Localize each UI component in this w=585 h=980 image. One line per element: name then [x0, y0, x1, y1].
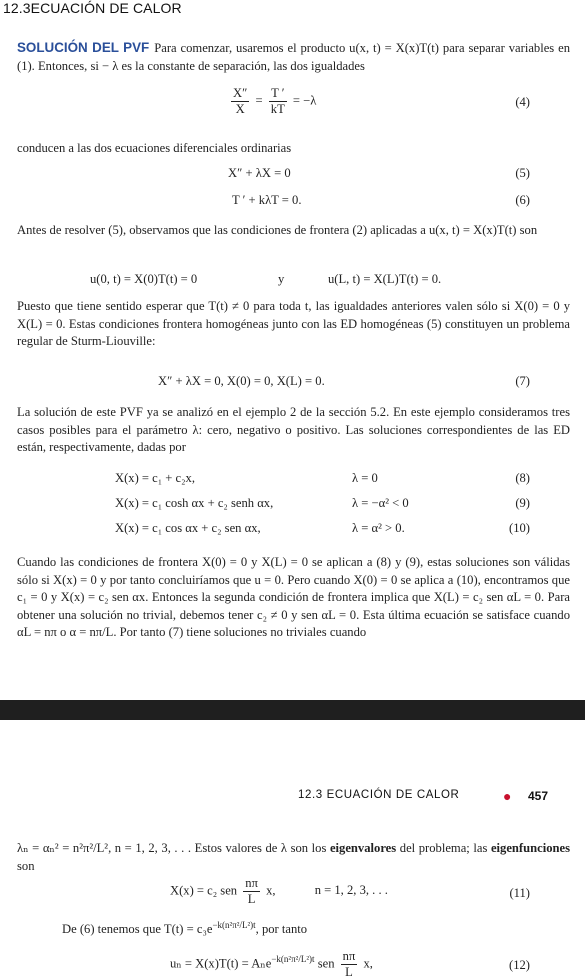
equation-11: X(x) = c₂ sen $\frac{n\pi}{L}$ x, n = 1, 2, 3, . . . — [170, 876, 388, 906]
equation-number-6: (6) — [515, 193, 530, 207]
boundary-and: y — [278, 272, 285, 286]
equation-9-condition: λ = −α² < 0 — [352, 496, 409, 510]
boundary-left: u(0, t) = X(0)T(t) = 0 — [90, 272, 198, 286]
equation-12: uₙ = X(x)T(t) = Aₙe$^{-k(n^2\pi^2/L^2)t}$ sen $\frac{n\pi}{L}$ x, — [170, 949, 373, 979]
paragraph-eigenvalues: λₙ = αₙ² = n²π²/L², n = 1, 2, 3, . . . Estos valores de λ son los eigenvalores del problema; las eigenfunciones son — [17, 841, 571, 873]
boundary-right: u(L, t) = X(L)T(t) = 0. — [328, 272, 442, 286]
equation-8-condition: λ = 0 — [352, 471, 378, 485]
page-number: 457 — [528, 789, 549, 803]
running-head — [0, 789, 585, 807]
equation-number-9: (9) — [515, 496, 530, 510]
equation-number-10: (10) — [509, 521, 530, 535]
equation-4: $\frac{X''}{X}$ = $\frac{T '}{kT}$ = −λ — [233, 86, 317, 116]
equation-number-7: (7) — [515, 374, 530, 388]
equation-number-8: (8) — [515, 471, 530, 485]
document-header: 12.3ECUACIÓN DE CALOR — [3, 0, 182, 16]
paragraph-cuando: Cuando las condiciones de frontera X(0) = 0 y X(L) = 0 se aplican a (8) y (9), estas soluciones son válidas sólo si X(x) = 0 y por tanto concluiríamos que u = 0. Pero cuando X(0) = 0 se aplica a (10), encontramos que c₁ = 0 y X(x) = c₂ sen αx. Entonces la segunda condición de frontera implica que X(L) = c₂ sen αL = 0. Para obtener una solución no trivial, debemos tener c₂ ≠ 0 y sen αL = 0. Esta última ecuación se satisface cuando αL = nπ o α = nπ/L. Por tanto (7) tiene soluciones no triviales cuando — [17, 555, 570, 639]
section-heading: SOLUCIÓN DEL PVF — [17, 40, 150, 55]
paragraph-conducen: conducen a las dos ecuaciones diferenciales ordinarias — [17, 141, 292, 155]
paragraph-antes: Antes de resolver (5), observamos que las condiciones de frontera (2) aplicadas a u(x, t) = X(x)T(t) son — [17, 223, 538, 237]
paragraph-solucion: La solución de este PVF ya se analizó en el ejemplo 2 de la sección 5.2. En este ejemplo consideramos tres casos posibles para el parámetro λ: cero, negativo o positivo. Las soluciones correspondientes de las ED están, respectivamente, dadas por — [17, 405, 570, 454]
bullet-icon: ● — [503, 788, 512, 804]
paragraph-de6: De (6) tenemos que $T(t) = c_3e^{-k(n^2\pi^2/L^2)t}$, por tanto — [62, 920, 308, 937]
equation-8-solution: X(x) = c₁ + c₂x, — [115, 471, 195, 485]
paragraph-puesto: Puesto que tiene sentido esperar que T(t) ≠ 0 para toda t, las igualdades anteriores valen sólo si X(0) = 0 y X(L) = 0. Estas condiciones frontera homogéneas junto con las ED homogéneas (5) constituyen un problema regular de Sturm-Liouville: — [17, 299, 570, 348]
paragraph-intro — [17, 39, 570, 75]
running-head-title: 12.3 ECUACIÓN DE CALOR — [298, 789, 460, 801]
equation-7: X″ + λX = 0, X(0) = 0, X(L) = 0. — [158, 374, 325, 388]
equation-number-11: (11) — [509, 886, 530, 900]
equation-number-5: (5) — [515, 166, 530, 180]
equation-10-solution: X(x) = c₁ cos αx + c₂ sen αx, — [115, 521, 261, 535]
equation-5: X″ + λX = 0 — [228, 166, 291, 180]
equation-number-12: (12) — [509, 958, 530, 972]
equation-10-condition: λ = α² > 0. — [352, 521, 405, 535]
equation-6: T ′ + kλT = 0. — [232, 193, 302, 207]
intro-text: Para comenzar, usaremos el producto u(x, t) = X(x)T(t) para separar variables en (1). Entonces, si − λ es la constante de separación, las dos igualdades — [17, 41, 571, 73]
equation-number-4: (4) — [515, 95, 530, 109]
equation-9-solution: X(x) = c₁ cosh αx + c₂ senh αx, — [115, 496, 274, 510]
page-separator — [0, 700, 585, 720]
